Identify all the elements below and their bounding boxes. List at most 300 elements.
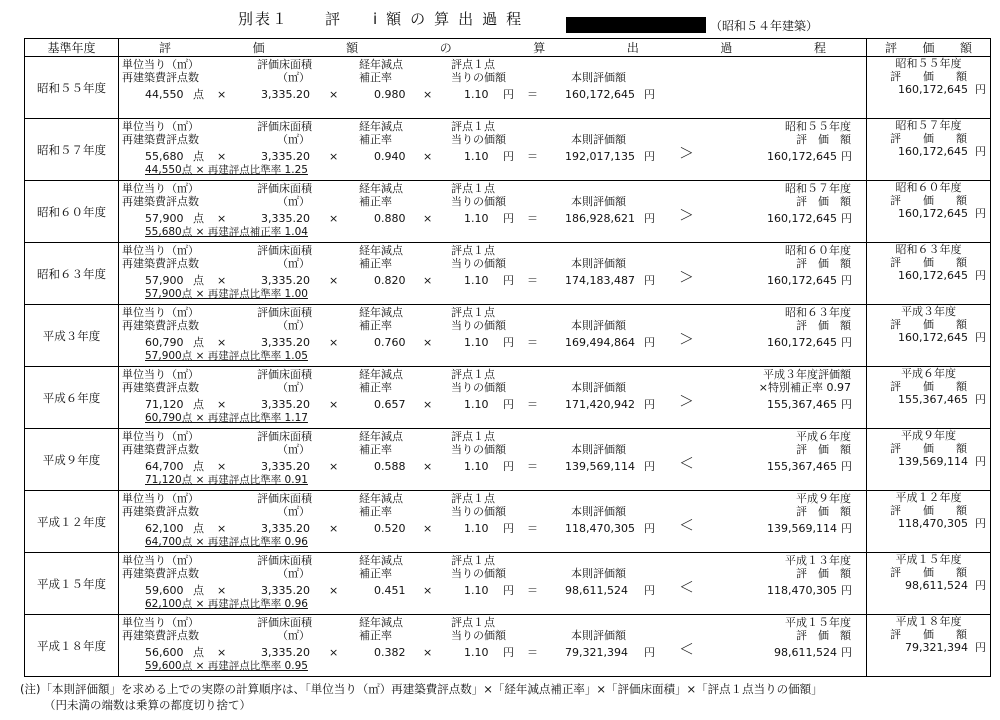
area-value: 3,335.20 — [261, 150, 310, 163]
times-sign: × — [329, 88, 339, 101]
result-year: 昭和６０年度 — [895, 181, 962, 194]
points-label: 再建築費評点数 — [122, 567, 199, 580]
result-value-line — [867, 269, 990, 282]
points-value: 57,900 — [145, 212, 184, 225]
equals-sign: ＝ — [527, 336, 538, 349]
yen-unit: 円 — [644, 88, 655, 101]
result-value: 79,321,394 — [905, 641, 968, 654]
unit-label: 単位当り（㎡） — [122, 306, 199, 319]
price-value: 1.10 — [464, 398, 489, 411]
year-cell — [25, 181, 119, 243]
points-unit: 点 — [193, 460, 204, 473]
unit-label: 単位当り（㎡） — [122, 430, 199, 443]
points-unit: 点 — [193, 212, 204, 225]
book-label: 本則評価額 — [571, 133, 626, 146]
year-label: 平成１８年度 — [37, 638, 106, 653]
rate-label: 経年減点 — [359, 554, 403, 567]
equals-sign: ＝ — [527, 646, 538, 659]
prev-title-sub: 評 価 額 — [796, 257, 851, 270]
yen-unit: 円 — [975, 641, 986, 654]
result-year: 昭和５７年度 — [895, 119, 962, 132]
yen-unit: 円 — [841, 336, 852, 349]
year-label: 平成６年度 — [42, 390, 101, 405]
yen-unit: 円 — [644, 584, 655, 597]
result-title: 評 価 額 — [890, 380, 967, 393]
points-value: 64,700 — [145, 460, 184, 473]
year-cell — [25, 491, 119, 553]
rate-sub-label: 補正率 — [359, 71, 392, 84]
unit-label: 単位当り（㎡） — [122, 616, 199, 629]
sub-calc: 57,900点 × 再建評点比準率 1.00 — [145, 288, 308, 300]
prev-title: 平成９年度 — [796, 492, 851, 505]
point-label: 評点１点 — [451, 306, 495, 319]
area-value: 3,335.20 — [261, 88, 310, 101]
construction-year: （昭和５４年建築） — [710, 19, 819, 33]
book-label: 本則評価額 — [571, 505, 626, 518]
rate-sub-label: 補正率 — [359, 319, 392, 332]
area-label: 評価床面積 — [257, 492, 312, 505]
price-value: 1.10 — [464, 336, 489, 349]
area-unit-label: （㎡） — [277, 381, 310, 394]
result-cell — [867, 181, 991, 243]
point-label: 評点１点 — [451, 616, 495, 629]
prev-title-sub: 評 価 額 — [796, 133, 851, 146]
result-value: 118,470,305 — [898, 517, 968, 530]
header-value-char: 価 — [922, 41, 935, 55]
yen-unit: 円 — [841, 646, 852, 659]
points-value: 59,600 — [145, 584, 184, 597]
yen-unit: 円 — [644, 274, 655, 287]
points-unit: 点 — [193, 584, 204, 597]
result-title: 評 価 額 — [890, 132, 967, 145]
rate-label: 経年減点 — [359, 182, 403, 195]
header-process-char: 出 — [626, 41, 639, 55]
unit-label: 単位当り（㎡） — [122, 58, 199, 71]
book-value: 160,172,645 — [565, 88, 635, 101]
times-sign: × — [329, 584, 339, 597]
result-value: 98,611,524 — [905, 579, 968, 592]
area-label: 評価床面積 — [257, 244, 312, 257]
result-value-line — [867, 331, 990, 344]
points-value: 44,550 — [145, 88, 184, 101]
header-process-char: の — [439, 41, 452, 55]
prev-title-sub: 評 価 額 — [796, 505, 851, 518]
header-process-char: 算 — [533, 41, 546, 55]
book-label: 本則評価額 — [571, 257, 626, 270]
calc-cell — [119, 491, 867, 553]
yen-unit: 円 — [841, 584, 852, 597]
area-unit-label: （㎡） — [277, 71, 310, 84]
sub-calc: 59,600点 × 再建評点比準率 0.95 — [145, 660, 308, 672]
yen-unit: 円 — [644, 646, 655, 659]
points-label: 再建築費評点数 — [122, 381, 199, 394]
result-title: 評 価 額 — [890, 256, 967, 269]
result-value-line — [867, 83, 990, 96]
result-title: 評 価 額 — [890, 194, 967, 207]
sub-calc: 71,120点 × 再建評点比準率 0.91 — [145, 474, 308, 486]
area-value: 3,335.20 — [261, 460, 310, 473]
price-label: 当りの価額 — [451, 505, 506, 518]
point-label: 評点１点 — [451, 492, 495, 505]
unit-label: 単位当り（㎡） — [122, 120, 199, 133]
compare-sign: ＞ — [679, 268, 695, 286]
yen-unit: 円 — [503, 460, 514, 473]
result-value-line — [867, 393, 990, 406]
compare-sign: ＞ — [679, 330, 695, 348]
rate-sub-label: 補正率 — [359, 629, 392, 642]
points-label: 再建築費評点数 — [122, 319, 199, 332]
result-value-line — [867, 145, 990, 158]
compare-sign: ＜ — [679, 516, 695, 534]
area-value: 3,335.20 — [261, 212, 310, 225]
table-row — [25, 119, 991, 181]
rate-value: 0.657 — [374, 398, 406, 411]
prev-title: 平成６年度 — [796, 430, 851, 443]
result-value: 155,367,465 — [898, 393, 968, 406]
times-sign: × — [217, 274, 227, 287]
equals-sign: ＝ — [527, 398, 538, 411]
rate-value: 0.980 — [374, 88, 406, 101]
yen-unit: 円 — [503, 398, 514, 411]
points-value: 60,790 — [145, 336, 184, 349]
footnote: (注)「本則評価額」を求める上での実際の計算順序は、「単位当り（㎡）再建築費評点数」×「経年減点補正率」×「評価床面積」×「評点１点当りの価額」 — [20, 682, 823, 696]
year-cell — [25, 367, 119, 429]
times-sign: × — [217, 150, 227, 163]
times-sign: × — [329, 212, 339, 225]
yen-unit: 円 — [503, 336, 514, 349]
price-label: 当りの価額 — [451, 195, 506, 208]
prev-title-sub: 評 価 額 — [796, 319, 851, 332]
rate-sub-label: 補正率 — [359, 381, 392, 394]
result-cell — [867, 305, 991, 367]
area-value: 3,335.20 — [261, 336, 310, 349]
rate-label: 経年減点 — [359, 430, 403, 443]
rate-value: 0.451 — [374, 584, 406, 597]
yen-unit: 円 — [841, 460, 852, 473]
book-value: 186,928,621 — [565, 212, 635, 225]
result-value: 139,569,114 — [898, 455, 968, 468]
area-label: 評価床面積 — [257, 58, 312, 71]
result-cell — [867, 367, 991, 429]
compare-sign: ＞ — [679, 206, 695, 224]
book-label: 本則評価額 — [571, 567, 626, 580]
compare-sign: ＞ — [679, 392, 695, 410]
equals-sign: ＝ — [527, 460, 538, 473]
times-sign: × — [329, 336, 339, 349]
prev-title: 昭和５７年度 — [785, 182, 851, 195]
prev-value: 160,172,645 — [767, 150, 837, 163]
rate-label: 経年減点 — [359, 492, 403, 505]
area-label: 評価床面積 — [257, 554, 312, 567]
sub-calc: 57,900点 × 再建評点比準率 1.05 — [145, 350, 308, 362]
yen-unit: 円 — [975, 207, 986, 220]
times-sign: × — [329, 646, 339, 659]
yen-unit: 円 — [503, 646, 514, 659]
area-value: 3,335.20 — [261, 522, 310, 535]
rate-value: 0.880 — [374, 212, 406, 225]
year-label: 平成１５年度 — [37, 576, 106, 591]
price-label: 当りの価額 — [451, 443, 506, 456]
result-value: 160,172,645 — [898, 83, 968, 96]
rate-value: 0.760 — [374, 336, 406, 349]
rate-sub-label: 補正率 — [359, 443, 392, 456]
table-row — [25, 367, 991, 429]
unit-label: 単位当り（㎡） — [122, 368, 199, 381]
book-label: 本則評価額 — [571, 319, 626, 332]
result-year: 平成６年度 — [901, 367, 956, 380]
rate-value: 0.588 — [374, 460, 406, 473]
area-unit-label: （㎡） — [277, 133, 310, 146]
area-unit-label: （㎡） — [277, 257, 310, 270]
yen-unit: 円 — [841, 212, 852, 225]
sub-calc: 60,790点 × 再建評点比準率 1.17 — [145, 412, 308, 424]
area-value: 3,335.20 — [261, 398, 310, 411]
result-title: 評 価 額 — [890, 442, 967, 455]
area-unit-label: （㎡） — [277, 195, 310, 208]
table-row — [25, 429, 991, 491]
yen-unit: 円 — [975, 331, 986, 344]
header-process-char: 過 — [720, 41, 733, 55]
footnote-rounding: （円未満の端数は乗算の都度切り捨て） — [44, 698, 251, 712]
points-unit: 点 — [193, 274, 204, 287]
book-label: 本則評価額 — [571, 629, 626, 642]
book-value: 192,017,135 — [565, 150, 635, 163]
header-value-char: 評 — [885, 41, 898, 55]
year-label: 平成１２年度 — [37, 514, 106, 529]
year-cell — [25, 57, 119, 119]
result-cell — [867, 429, 991, 491]
sub-calc: 62,100点 × 再建評点比準率 0.96 — [145, 598, 308, 610]
times-sign: × — [217, 212, 227, 225]
result-year: 平成９年度 — [901, 429, 956, 442]
times-sign: × — [329, 522, 339, 535]
yen-unit: 円 — [644, 212, 655, 225]
year-cell — [25, 553, 119, 615]
year-cell — [25, 243, 119, 305]
table-row — [25, 553, 991, 615]
points-value: 56,600 — [145, 646, 184, 659]
header-process-char: 額 — [346, 41, 359, 55]
prev-title-sub: 評 価 額 — [796, 629, 851, 642]
result-year: 平成１８年度 — [895, 615, 962, 628]
yen-unit: 円 — [975, 455, 986, 468]
price-label: 当りの価額 — [451, 381, 506, 394]
times-sign: × — [423, 460, 433, 473]
book-label: 本則評価額 — [571, 443, 626, 456]
table-row — [25, 243, 991, 305]
header-value — [867, 39, 991, 57]
book-value: 98,611,524 — [565, 584, 628, 597]
rate-value: 0.382 — [374, 646, 406, 659]
yen-unit: 円 — [975, 269, 986, 282]
calc-cell — [119, 243, 867, 305]
yen-unit: 円 — [503, 150, 514, 163]
year-label: 昭和６３年度 — [37, 266, 106, 281]
price-value: 1.10 — [464, 274, 489, 287]
table-row — [25, 305, 991, 367]
year-label: 昭和６０年度 — [37, 204, 106, 219]
prev-title: 昭和６３年度 — [785, 306, 851, 319]
area-label: 評価床面積 — [257, 430, 312, 443]
area-unit-label: （㎡） — [277, 443, 310, 456]
point-label: 評点１点 — [451, 368, 495, 381]
book-label: 本則評価額 — [571, 195, 626, 208]
result-value-line — [867, 207, 990, 220]
book-value: 174,183,487 — [565, 274, 635, 287]
rate-sub-label: 補正率 — [359, 133, 392, 146]
times-sign: × — [423, 584, 433, 597]
header-value-char: 額 — [959, 41, 972, 55]
result-value: 160,172,645 — [898, 331, 968, 344]
area-label: 評価床面積 — [257, 306, 312, 319]
times-sign: × — [217, 646, 227, 659]
calc-cell — [119, 615, 867, 677]
calc-cell — [119, 57, 867, 119]
header-process-char: 程 — [813, 41, 826, 55]
prev-title: 昭和５５年度 — [785, 120, 851, 133]
times-sign: × — [217, 336, 227, 349]
valuation-table — [24, 38, 991, 677]
times-sign: × — [217, 460, 227, 473]
points-label: 再建築費評点数 — [122, 133, 199, 146]
price-value: 1.10 — [464, 150, 489, 163]
yen-unit: 円 — [841, 522, 852, 535]
table-row — [25, 615, 991, 677]
points-label: 再建築費評点数 — [122, 629, 199, 642]
rate-label: 経年減点 — [359, 120, 403, 133]
yen-unit: 円 — [975, 145, 986, 158]
equals-sign: ＝ — [527, 212, 538, 225]
year-label: 平成９年度 — [42, 452, 101, 467]
header-year: 基準年度 — [25, 39, 119, 57]
prev-title-sub: ×特別補正率 0.97 — [758, 381, 851, 394]
price-label: 当りの価額 — [451, 71, 506, 84]
yen-unit: 円 — [975, 517, 986, 530]
times-sign: × — [329, 460, 339, 473]
rate-value: 0.820 — [374, 274, 406, 287]
book-label: 本則評価額 — [571, 381, 626, 394]
compare-sign: ＜ — [679, 578, 695, 596]
yen-unit: 円 — [644, 522, 655, 535]
year-label: 平成３年度 — [42, 328, 101, 343]
rate-sub-label: 補正率 — [359, 567, 392, 580]
sub-calc: 55,680点 × 再建評点補正率 1.04 — [145, 226, 308, 238]
area-value: 3,335.20 — [261, 274, 310, 287]
calc-cell — [119, 181, 867, 243]
result-value-line — [867, 579, 990, 592]
book-value: 139,569,114 — [565, 460, 635, 473]
times-sign: × — [423, 274, 433, 287]
rate-sub-label: 補正率 — [359, 195, 392, 208]
times-sign: × — [217, 398, 227, 411]
redaction-bar — [566, 17, 706, 33]
times-sign: × — [423, 398, 433, 411]
result-cell — [867, 553, 991, 615]
prev-title-sub: 評 価 額 — [796, 443, 851, 456]
equals-sign: ＝ — [527, 88, 538, 101]
points-unit: 点 — [193, 522, 204, 535]
price-value: 1.10 — [464, 646, 489, 659]
rate-label: 経年減点 — [359, 368, 403, 381]
result-title: 評 価 額 — [890, 566, 967, 579]
yen-unit: 円 — [503, 274, 514, 287]
result-value-line — [867, 641, 990, 654]
points-label: 再建築費評点数 — [122, 71, 199, 84]
times-sign: × — [329, 274, 339, 287]
area-unit-label: （㎡） — [277, 567, 310, 580]
yen-unit: 円 — [975, 579, 986, 592]
rate-value: 0.520 — [374, 522, 406, 535]
calc-cell — [119, 429, 867, 491]
prev-title-sub: 評 価 額 — [796, 195, 851, 208]
points-label: 再建築費評点数 — [122, 443, 199, 456]
point-label: 評点１点 — [451, 244, 495, 257]
year-cell — [25, 305, 119, 367]
times-sign: × — [329, 398, 339, 411]
result-year: 平成３年度 — [901, 305, 956, 318]
price-label: 当りの価額 — [451, 257, 506, 270]
compare-sign: ＜ — [679, 454, 695, 472]
points-label: 再建築費評点数 — [122, 257, 199, 270]
yen-unit: 円 — [975, 393, 986, 406]
result-cell — [867, 615, 991, 677]
result-title: 評 価 額 — [890, 70, 967, 83]
year-cell — [25, 429, 119, 491]
result-cell — [867, 243, 991, 305]
page-title: 評 i額の算出過程 — [325, 10, 531, 28]
year-cell — [25, 119, 119, 181]
result-value-line — [867, 517, 990, 530]
times-sign: × — [329, 150, 339, 163]
times-sign: × — [423, 336, 433, 349]
book-value: 118,470,305 — [565, 522, 635, 535]
result-year: 昭和５５年度 — [895, 57, 962, 70]
yen-unit: 円 — [503, 88, 514, 101]
result-year: 平成１５年度 — [895, 553, 962, 566]
area-label: 評価床面積 — [257, 616, 312, 629]
yen-unit: 円 — [503, 522, 514, 535]
points-value: 62,100 — [145, 522, 184, 535]
points-unit: 点 — [193, 336, 204, 349]
year-cell — [25, 615, 119, 677]
yen-unit: 円 — [644, 398, 655, 411]
rate-label: 経年減点 — [359, 58, 403, 71]
result-value: 160,172,645 — [898, 145, 968, 158]
price-label: 当りの価額 — [451, 133, 506, 146]
calc-cell — [119, 119, 867, 181]
unit-label: 単位当り（㎡） — [122, 244, 199, 257]
yen-unit: 円 — [644, 150, 655, 163]
point-label: 評点１点 — [451, 58, 495, 71]
rate-sub-label: 補正率 — [359, 257, 392, 270]
times-sign: × — [423, 646, 433, 659]
result-cell — [867, 491, 991, 553]
equals-sign: ＝ — [527, 274, 538, 287]
table-row — [25, 57, 991, 119]
equals-sign: ＝ — [527, 150, 538, 163]
result-value: 160,172,645 — [898, 207, 968, 220]
result-year: 昭和６３年度 — [895, 243, 962, 256]
sub-calc: 64,700点 × 再建評点比準率 0.96 — [145, 536, 308, 548]
times-sign: × — [217, 522, 227, 535]
unit-label: 単位当り（㎡） — [122, 182, 199, 195]
table-row — [25, 181, 991, 243]
yen-unit: 円 — [644, 336, 655, 349]
price-label: 当りの価額 — [451, 319, 506, 332]
area-unit-label: （㎡） — [277, 629, 310, 642]
point-label: 評点１点 — [451, 554, 495, 567]
result-title: 評 価 額 — [890, 504, 967, 517]
